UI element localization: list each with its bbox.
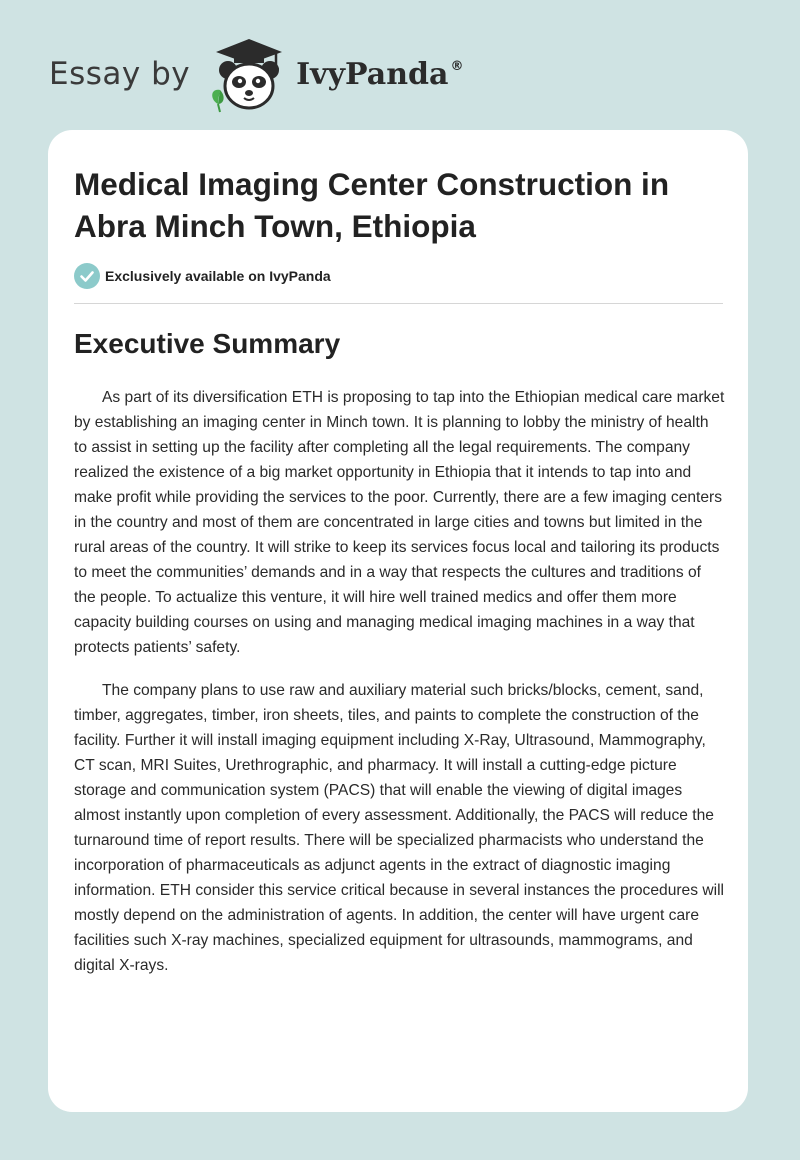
brand-name[interactable]: IvyPanda ® (296, 56, 464, 92)
paragraph: The company plans to use raw and auxiliary material such bricks/blocks, cement, sand, timber, aggregates, timber, iron sheets, tiles, and paints to complete the construction of the facility. Further it will install imaging equipment including X-Ray, Ultrasound, Mammography, CT scan, MRI Suites, Urethrographic, and pharmacy. It will install a cutting-edge picture storage and communication system (PACS) that will enable the viewing of digital images almost instantly upon completion of every assessment. Additionally, the PACS will reduce the turnaround time of report results. There will be specialized pharmacists who understand the incorporation of pharmaceuticals as adjunct agents in the extract of diagnostic imaging information. ETH consider this service critical because in several instances the procedures will mostly depend on the administration of agents. In addition, the center will have urgent care facilities such X-ray machines, specialized equipment for ultrasounds, mammograms, and digital X-rays. (74, 682, 725, 974)
panda-logo-icon[interactable] (204, 34, 294, 114)
paragraph: As part of its diversification ETH is proposing to tap into the Ethiopian medical care market by establishing an imaging center in Minch town. It is planning to lobby the ministry of health to assist in setting up the facility after completing all the legal requirements. The company realized the existence of a big market opportunity in Ethiopia that it intends to tap into and make profit while providing the services to the poor. Currently, there are a few imaging centers in the country and most of them are concentrated in large cities and towns but limited in the rural areas of the country. It will strike to keep its services focus local and tailoring its products to meet the communities’ demands and in a way that respects the cultures and traditions of the people. To actualize this venture, it will hire well trained medics and offer them more capacity building courses on using and managing medical imaging machines in a way that protects patients’ safety. (74, 389, 725, 656)
check-circle-icon (74, 263, 100, 289)
essay-card (48, 130, 748, 1112)
exclusive-label: Exclusively available on IvyPanda (105, 268, 331, 284)
page-title: Medical Imaging Center Construction in Abra Minch Town, Ethiopia (74, 166, 670, 244)
registered-mark: ® (450, 58, 464, 74)
exclusive-badge (74, 263, 331, 289)
divider (74, 303, 723, 304)
essay-by-label: Essay by (49, 56, 191, 92)
section-heading: Executive Summary (74, 328, 341, 359)
essay-body (74, 385, 725, 996)
site-header (49, 34, 463, 114)
